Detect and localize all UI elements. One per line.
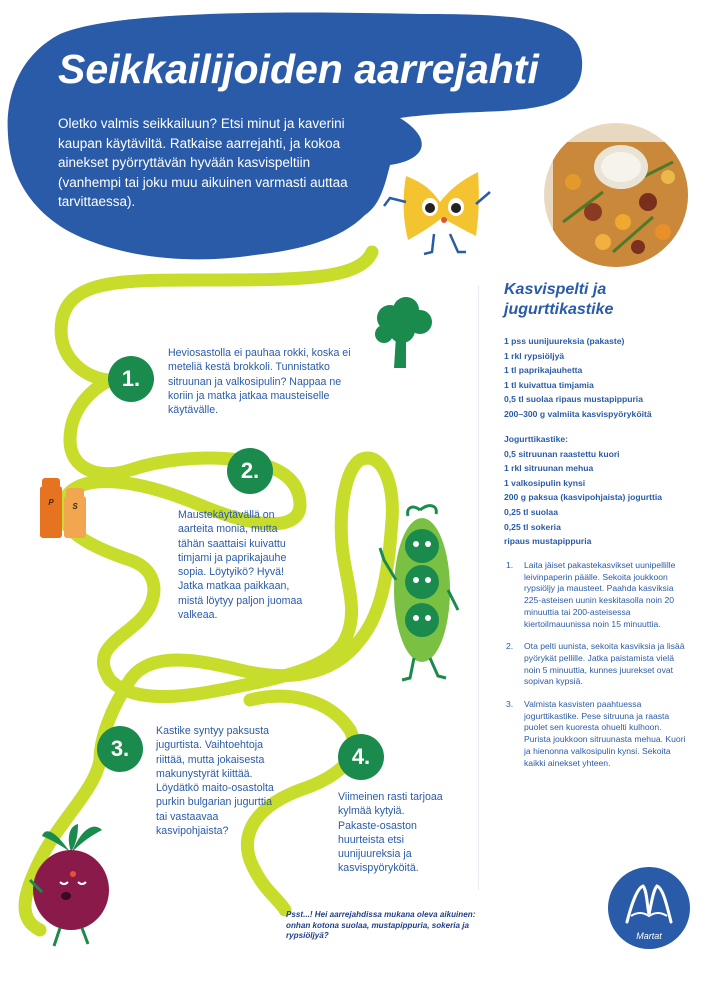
pepper-shaker-icon [40, 486, 62, 538]
ingredient-item: 1 rkl rypsiöljyä [504, 350, 565, 361]
ingredient-item: 1 tl paprikajauhetta [504, 365, 583, 376]
sauce-ingredient-item: 1 rkl sitruunan mehua [504, 463, 594, 474]
recipe-step [506, 560, 690, 630]
adult-note: Psst...! Hei aarrejahdissa mukana oleva aikuinen: onhan kotona suolaa, mustapippuria, sokeria ja rypsiöljyä? [286, 910, 476, 940]
ingredient-item: 1 pss uunijuureksia (pakaste) [504, 336, 625, 346]
intro-text: Oletko valmis seikkailuun? Etsi minut ja kaverini kaupan käytäviltä. Ratkaise aarrejahti, ja kokoa ainekset pyörryttävän hyvään kasvispeltiin (vanhempi tai joku muu aikuinen varmasti auttaa tarvittaessa). [58, 116, 348, 209]
sauce-ingredient-item: 200 g paksua (kasvipohjaista) jogurttia [504, 492, 663, 503]
recipe-step-text: Laita jäiset pakastekasvikset uunipellille leivinpaperin päälle. Sekoita joukkoon rypsiöljy ja mausteet. Paahda kasviksia 225-asteisen uunin keskitasolla noin 20 minuuttia tai 200-asteisessa kiertoilmauunissa noin 15 minuuttia. [524, 560, 676, 629]
salt-shaker-icon [64, 496, 86, 538]
sauce-ingredient-item: 0,25 tl sokeria [504, 521, 561, 532]
step-1-text: Heviosastolla ei pauhaa rokki, koska ei meteliä kestä brokkoli. Tunnistatko sitruunan ja valkosipulin? Nappaa ne koriin ja matka jatkaa mausteiselle käytävälle. [168, 347, 351, 417]
sauce-ingredient-item: 0,5 sitruunan raastettu kuori [504, 448, 620, 459]
sauce-heading: Jogurttikastike: [504, 434, 568, 444]
step-4-text: Viimeinen rasti tarjoaa kylmää kytyiä. Pakaste-osaston huurteista etsi uunijuureksia ja kasvispyöryköitä. [338, 791, 443, 875]
recipe-step-number: 2. [506, 641, 514, 652]
column-divider [478, 285, 479, 890]
martat-logo [607, 866, 691, 950]
recipe-step [506, 699, 690, 769]
sauce-ingredient-item: ripaus mustapippuria [504, 536, 592, 547]
ingredient-item: 0,5 tl suolaa ripaus mustapippuria [504, 394, 643, 405]
step-2-text: Maustekäytävällä on aarteita monia, mutta tähän saattaisi kuivattu timjami ja paprikajauhe sopia. Löytyikö? Hyvä! Jatka matkaa paikkaan, mistä löytyy paljon juomaa valkeaa. [178, 509, 303, 622]
beet-character-illustration [26, 822, 116, 952]
recipe-step-number: 3. [506, 699, 514, 710]
sauce-ingredient-item: 1 valkosipulin kynsi [504, 477, 586, 488]
recipe-step-text: Ota pelti uunista, sekoita kasviksia ja lisää pyörykät pellille. Jatka paistamista vielä noin 5 minuuttia, kunnes juurekset ovat sopivan kypsiä. [524, 641, 685, 687]
food-photo [543, 122, 689, 268]
recipe-step-text: Valmista kasvisten paahtuessa jogurttikastike. Pese sitruuna ja raasta puolet sen kuoresta ohuelti kulhoon. Purista joukkoon sitruunasta mehua. Kuori ja hienonna valkosipulin kynsi. Sekoita kaikki ainekset yhteen. [524, 699, 686, 768]
sauce-ingredient-item: 0,25 tl suolaa [504, 506, 558, 517]
recipe-title: Kasvispelti ja jugurttikastike [504, 281, 614, 318]
recipe-step-number: 1. [506, 560, 514, 570]
ingredients-list [504, 334, 704, 422]
recipe-step [506, 641, 690, 688]
salt-label: S [72, 502, 78, 511]
step-2-badge: 2. [227, 448, 273, 494]
ingredient-item: 200–300 g valmiita kasvispyöryköitä [504, 408, 652, 419]
recipe-steps-list [506, 560, 690, 780]
step-4-badge: 4. [338, 734, 384, 780]
step-3-badge: 3. [97, 726, 143, 772]
pea-pod-character-illustration [376, 500, 470, 690]
step-3-text: Kastike syntyy paksusta jugurtista. Vaihtoehtoja riittää, mutta jokaisesta makunystyrät kiittää. Löydätkö maito-osastolta purkin bulgarian jugurttia tai vastaavaa kasvipohjaista? [156, 725, 274, 838]
page-title: Seikkailijoiden aarrejahti [58, 46, 539, 92]
ingredient-item: 1 tl kuivattua timjamia [504, 379, 594, 390]
logo-text: Martat [636, 931, 662, 941]
sauce-ingredients-list [504, 432, 704, 549]
step-1-badge: 1. [108, 356, 154, 402]
pepper-label: P [48, 498, 54, 507]
